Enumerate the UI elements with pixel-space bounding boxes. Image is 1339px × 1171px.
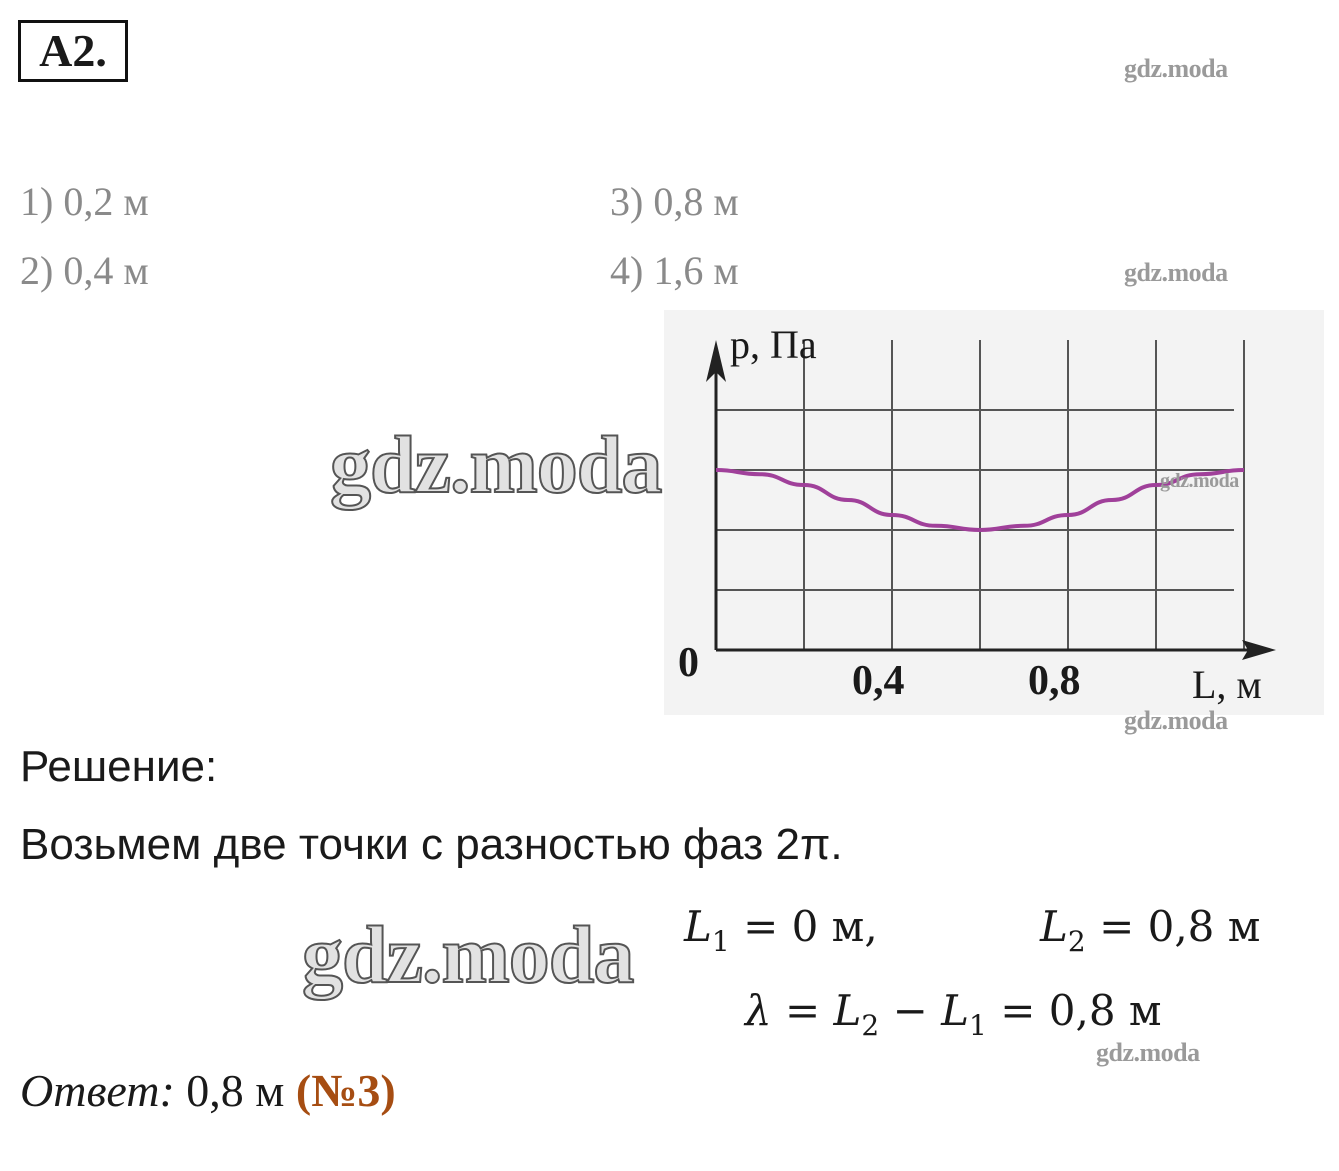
x-tick-label: 0,8 — [1028, 658, 1081, 704]
formula-var: L — [684, 902, 712, 951]
formula-rhs: = 0,8 м — [986, 986, 1162, 1035]
option-2: 2) 0,4 м — [20, 248, 149, 293]
formula-var: L — [833, 986, 862, 1035]
formula-var: L — [941, 986, 970, 1035]
formula-rhs: = 0,8 м — [1085, 902, 1261, 951]
option-3: 3) 0,8 м — [610, 179, 739, 224]
watermark-large: gdz.moda — [302, 909, 634, 1000]
answer-label: Ответ: — [20, 1065, 175, 1116]
formula-sub: 2 — [861, 1009, 880, 1042]
watermark: gdz.moda — [1096, 1038, 1200, 1067]
wave-chart-svg — [664, 310, 1324, 715]
formula-rhs: = 0 м, — [729, 902, 878, 951]
watermark: gdz.moda — [1124, 54, 1228, 83]
formula-sub: 1 — [711, 925, 730, 958]
formula-op: = — [771, 986, 834, 1035]
solution-heading: Решение: — [20, 742, 218, 791]
answer-value: 0,8 м — [174, 1065, 296, 1116]
formula-op: − — [879, 986, 942, 1035]
chart-axes — [706, 340, 1276, 660]
x-tick-label: 0,4 — [852, 658, 905, 704]
x-tick-label: 0 — [678, 640, 699, 686]
formula-var: λ — [745, 986, 772, 1035]
answer-option-ref: (№3) — [295, 1065, 396, 1116]
formula-var: L — [1040, 902, 1068, 951]
option-4: 4) 1,6 м — [610, 248, 739, 293]
x-axis-title: L, м — [1192, 662, 1262, 707]
formula-l1 — [684, 902, 878, 958]
formula-sub: 1 — [969, 1009, 987, 1042]
chart-grid — [716, 340, 1244, 650]
answer — [20, 1064, 396, 1117]
wave-chart — [664, 310, 1324, 715]
watermark: gdz.moda — [1124, 706, 1228, 735]
watermark: gdz.moda — [1124, 258, 1228, 287]
watermark-large: gdz.moda — [330, 419, 662, 510]
formula-l2 — [1040, 902, 1260, 958]
formula-lambda — [745, 986, 1162, 1042]
watermark: gdz.moda — [1160, 470, 1239, 492]
formula-sub: 2 — [1067, 925, 1086, 958]
task-number: А2. — [18, 20, 128, 82]
solution-text: Возьмем две точки с разностью фаз 2π. — [20, 820, 843, 869]
option-1: 1) 0,2 м — [20, 179, 149, 224]
y-axis-title: p, Па — [730, 322, 817, 367]
